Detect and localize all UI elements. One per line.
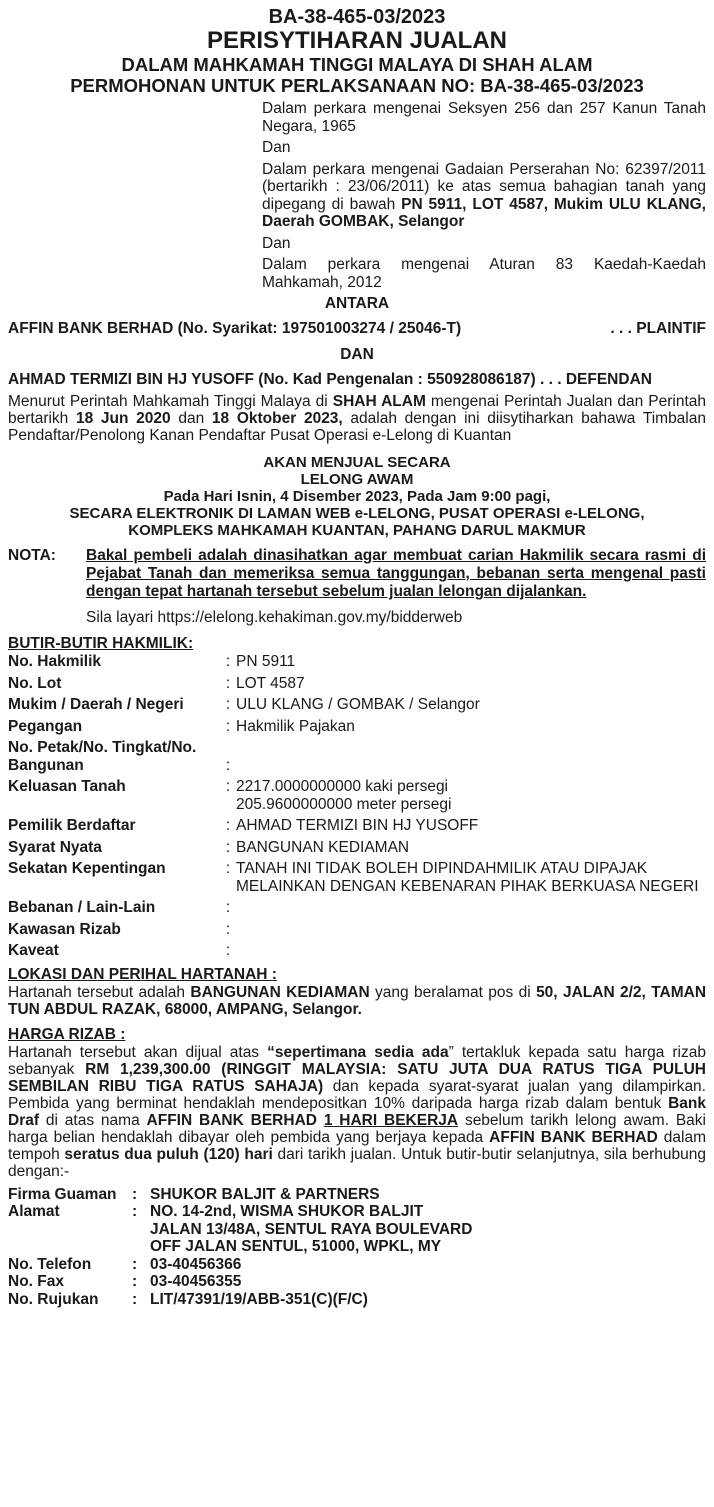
sale-venue-1: SECARA ELEKTRONIK DI LAMAN WEB e-LELONG, PUSAT OPERASI e-LELONG,: [69, 505, 645, 522]
application-number: PERMOHONAN UNTUK PERLAKSANAAN NO: BA-38-465-03/2023: [70, 75, 644, 96]
and-connector: Dan: [262, 139, 291, 156]
table-row: Syarat Nyata : BANGUNAN KEDIAMAN: [8, 838, 410, 856]
sale-line-1: AKAN MENJUAL SECARA: [263, 454, 451, 471]
defendant-line: [8, 370, 706, 389]
location-paragraph: Hartanah tersebut adalah BANGUNAN KEDIAMAN yang beralamat pos di 50, JALAN 2/2, TAMAN TUN ABDUL RAZAK, 68000, AMPANG, Selangor.: [8, 983, 707, 1018]
table-row: No. Lot : LOT 4587: [8, 674, 305, 692]
matter-court-rules: Dalam perkara mengenai Aturan 83 Kaedah-Kaedah Mahkamah, 2012: [262, 256, 706, 291]
reserve-price-heading: HARGA RIZAB :: [8, 1025, 126, 1043]
table-row: Kawasan Rizab :: [8, 920, 231, 938]
table-row: Pegangan : Hakmilik Pajakan: [8, 717, 355, 735]
between-label: ANTARA: [324, 295, 390, 312]
table-row: Kaveat :: [8, 942, 231, 959]
table-row: Pemilik Berdaftar : AHMAD TERMIZI BIN HJ YUSOFF: [8, 817, 479, 834]
table-row: Sekatan Kepentingan : TANAH INI TIDAK BOLEH DIPINDAHMILIK ATAU DIPAJAK MELAINKAN DENGAN KEBENARAN PIHAK BERKUASA NEGERI: [8, 860, 699, 895]
location-heading: LOKASI DAN PERIHAL HARTANAH :: [8, 965, 277, 983]
matter-land-code: Dalam perkara mengenai Seksyen 256 dan 257 Kanun Tanah Negara, 1965: [262, 100, 706, 135]
table-row: No. Fax : 03-40456355: [8, 1273, 242, 1290]
plaintiff-name: AFFIN BANK BERHAD (No. Syarikat: 197501003274 / 25046-T): [8, 320, 462, 337]
sale-line-2: LELONG AWAM: [300, 471, 414, 488]
note-block: [8, 547, 706, 601]
table-row: Firma Guaman : SHUKOR BALJIT & PARTNERS: [8, 1185, 380, 1203]
title-details-table: [8, 653, 706, 964]
and-connector: Dan: [262, 234, 291, 252]
title-details-heading: BUTIR-BUTIR HAKMILIK:: [8, 635, 194, 652]
sale-venue-2: KOMPLEKS MAHKAMAH KUANTAN, PAHANG DARUL MAKMUR: [128, 522, 586, 539]
court-order-paragraph: Menurut Perintah Mahkamah Tinggi Malaya di SHAH ALAM mengenai Perintah Jualan dan Perintah bertarikh 18 Jun 2020 dan 18 Oktober 2023, adalah dengan ini diisytiharkan bahawa Timbalan Pendaftar/Penolong Kanan Pendaftar Pusat Operasi e-Lelong di Kuantan: [8, 393, 706, 444]
reserve-price-paragraph: Hartanah tersebut akan dijual atas “sepertimana sedia ada” tertakluk kepada satu harga rizab sebanyak RM 1,239,300.00 (RINGGIT MALAYSIA: SATU JUTA DUA RATUS TIGA PULUH SEMBILAN RIBU TIGA RATUS SAHAJA) dan kepada syarat-syarat jualan yang dilampirkan. Pembida yang berminat hendaklah mendepositkan 10% daripada harga rizab dalam bentuk Bank Draf di atas nama AFFIN BANK BERHAD 1 HARI BEKERJA sebelum tarikh lelong awam. Baki harga belian hendaklah dibayar oleh pembida yang berjaya kepada AFFIN BANK BERHAD dalam tempoh seratus dua puluh (120) hari dari tarikh jualan. Untuk butir-butir selanjutnya, sila berhubung dengan:-: [8, 1043, 706, 1180]
sale-announcement: [8, 454, 706, 539]
auction-notice-page: [0, 6, 714, 1507]
notice-title: PERISYTIHARAN JUALAN: [206, 27, 508, 54]
matters-block: [262, 100, 706, 291]
matter-charge: Dalam perkara mengenai Gadaian Perserahan No: 62397/2011 (bertarikh : 23/06/2011) ke atas semua bahagian tanah yang dipegang di bawah PN 5911, LOT 4587, Mukim ULU KLANG, Daerah GOMBAK, Selangor: [262, 160, 706, 230]
plaintiff-role: . . . PLAINTIF: [610, 320, 706, 337]
table-row: No. Telefon : 03-40456366: [8, 1255, 242, 1273]
sale-date: Pada Hari Isnin, 4 Disember 2023, Pada Jam 9:00 pagi,: [163, 488, 551, 505]
defendant-name: AHMAD TERMIZI BIN HJ YUSOFF (No. Kad Pengenalan : 550928086187) . . . DEFENDAN: [8, 371, 652, 388]
court-name: DALAM MAHKAMAH TINGGI MALAYA DI SHAH ALAM: [121, 54, 593, 75]
note-label: NOTA:: [8, 547, 56, 564]
contact-block: [8, 1186, 706, 1309]
case-number: BA-38-465-03/2023: [268, 6, 446, 28]
table-row: Mukim / Daerah / Negeri : ULU KLANG / GOMBAK / Selangor: [8, 696, 480, 713]
note-text: Bakal pembeli adalah dinasihatkan agar membuat carian Hakmilik secara rasmi di Pejabat Tanah dan memeriksa semua tanggungan, bebanan serta mengenal pasti dengan tepat hartanah tersebut sebelum jualan lelongan dijalankan.: [86, 547, 706, 600]
table-row: No. Hakmilik : PN 5911: [8, 653, 296, 670]
plaintiff-line: [8, 319, 706, 338]
table-row: Alamat : NO. 14-2nd, WISMA SHUKOR BALJIT JALAN 13/48A, SENTUL RAYA BOULEVARD OFF JALAN SENTUL, 51000, WPKL, MY: [8, 1203, 473, 1255]
and-label: DAN: [340, 346, 374, 363]
table-row: Bebanan / Lain-Lain :: [8, 899, 231, 916]
table-row: No. Rujukan : LIT/47391/19/ABB-351(C)(F/C): [8, 1290, 368, 1308]
table-row: Keluasan Tanah : 2217.0000000000 kaki persegi 205.9600000000 meter persegi: [8, 778, 452, 813]
table-row: No. Petak/No. Tingkat/No. Bangunan :: [8, 739, 231, 774]
bidder-web-link[interactable]: Sila layari https://elelong.kehakiman.gov.my/bidderweb: [86, 609, 463, 626]
